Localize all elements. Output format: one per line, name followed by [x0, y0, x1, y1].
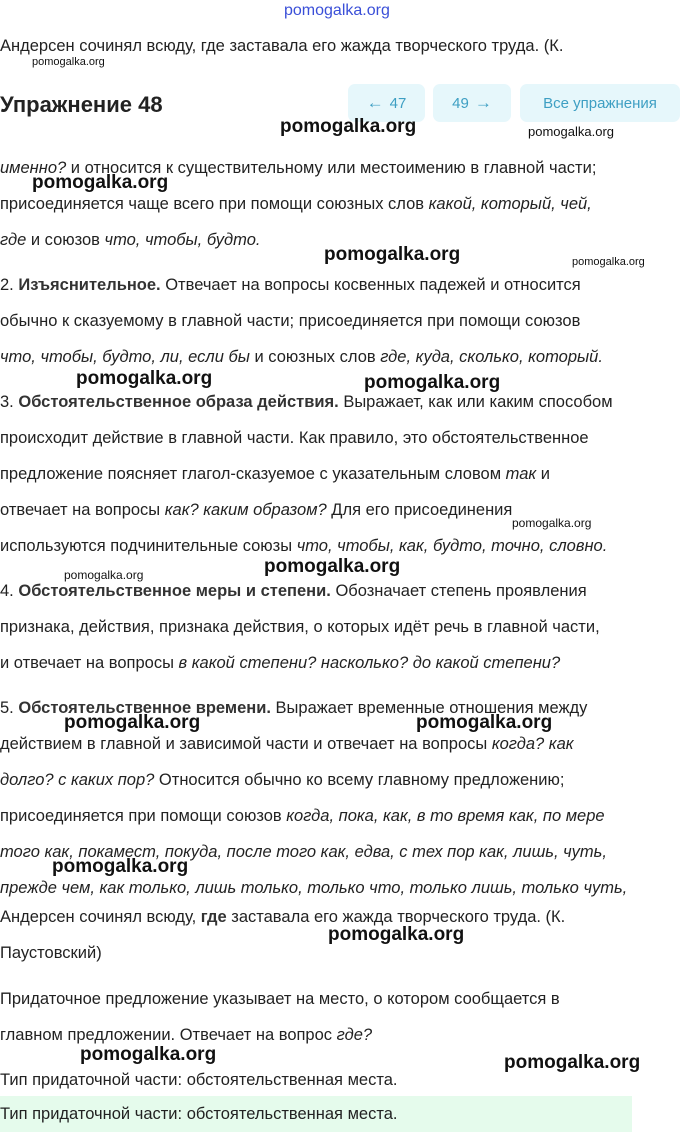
text-line: главном предложении. Отвечает на вопрос где? — [0, 1026, 373, 1044]
text-line: долго? с каких пор? Относится обычно ко всему главному предложению; — [0, 771, 565, 789]
watermark-top: pomogalka.org — [284, 2, 390, 19]
watermark: pomogalka.org — [264, 556, 401, 577]
next-exercise-button[interactable] — [433, 84, 511, 122]
arrow-left-icon: ← — [366, 93, 384, 112]
watermark: pomogalka.org — [572, 256, 645, 268]
watermark: pomogalka.org — [324, 244, 461, 265]
text-line: 5. Обстоятельственное времени. Выражает временные отношения между — [0, 699, 588, 717]
watermark: pomogalka.org — [64, 568, 144, 582]
text-line: обычно к сказуемому в главной части; присоединяется при помощи союзов — [0, 312, 581, 330]
watermark: pomogalka.org — [32, 172, 169, 193]
text-line: признака, действия, признака действия, о которых идёт речь в главной части, — [0, 618, 600, 636]
text-line: 4. Обстоятельственное меры и степени. Обозначает степень проявления — [0, 582, 587, 600]
text-line: и отвечает на вопросы в какой степени? насколько? до какой степени? — [0, 654, 561, 672]
text-line: того как, покамест, покуда, после того как, едва, с тех пор как, лишь, чуть, — [0, 843, 607, 861]
text-line: 2. Изъяснительное. Отвечает на вопросы косвенных падежей и относится — [0, 276, 581, 294]
watermark: pomogalka.org — [528, 124, 614, 139]
text-line: 3. Обстоятельственное образа действия. Выражает, как или каким способом — [0, 393, 613, 411]
text-line: что, чтобы, будто, ли, если бы и союзных слов где, куда, сколько, который. — [0, 348, 603, 366]
arrow-right-icon: → — [474, 93, 492, 112]
watermark: pomogalka.org — [364, 372, 501, 393]
all-exercises-button[interactable] — [520, 84, 680, 122]
text-line: именно? и относится к существительному или местоимению в главной части; — [0, 159, 597, 177]
watermark: pomogalka.org — [504, 1052, 641, 1073]
text-line: прежде чем, как только, лишь только, только что, только лишь, только чуть, — [0, 879, 628, 897]
text-line: присоединяется при помощи союзов когда, пока, как, в то время как, по мере — [0, 807, 605, 825]
prev-exercise-label: 47 — [389, 94, 407, 112]
text-line: Придаточное предложение указывает на место, о котором сообщается в — [0, 990, 560, 1008]
intro-sentence: Андерсен сочинял всюду, где заставала его жажда творческого труда. (К. — [0, 37, 564, 55]
text-line: Паустовский) — [0, 944, 102, 962]
watermark: pomogalka.org — [52, 856, 189, 877]
all-exercises-label: Все упражнения — [543, 94, 657, 112]
next-exercise-label: 49 — [452, 94, 469, 112]
text-line: происходит действие в главной части. Как правило, это обстоятельственное — [0, 429, 589, 447]
text-line: Андерсен сочинял всюду, где заставала его жажда творческого труда. (К. — [0, 908, 566, 926]
watermark: pomogalka.org — [32, 56, 105, 68]
watermark: pomogalka.org — [280, 116, 417, 137]
text-line: отвечает на вопросы как? каким образом? Для его присоединения — [0, 501, 513, 519]
text-line: где и союзов что, чтобы, будто. — [0, 231, 261, 249]
watermark: pomogalka.org — [76, 368, 213, 389]
page-title: Упражнение 48 — [0, 92, 163, 117]
text-line: предложение поясняет глагол-сказуемое с указательным словом так и — [0, 465, 550, 483]
text-line: присоединяется чаще всего при помощи союзных слов какой, который, чей, — [0, 195, 592, 213]
watermark: pomogalka.org — [512, 516, 592, 530]
answer-text: Тип придаточной части: обстоятельственная места. — [0, 1105, 398, 1123]
watermark: pomogalka.org — [64, 712, 201, 733]
watermark: pomogalka.org — [80, 1044, 217, 1065]
watermark: pomogalka.org — [328, 924, 465, 945]
text-line: используются подчинительные союзы что, чтобы, как, будто, точно, словно. — [0, 537, 608, 555]
text-line: действием в главной и зависимой части и отвечает на вопросы когда? как — [0, 735, 574, 753]
text-line: Тип придаточной части: обстоятельственная места. — [0, 1071, 398, 1089]
watermark: pomogalka.org — [416, 712, 553, 733]
